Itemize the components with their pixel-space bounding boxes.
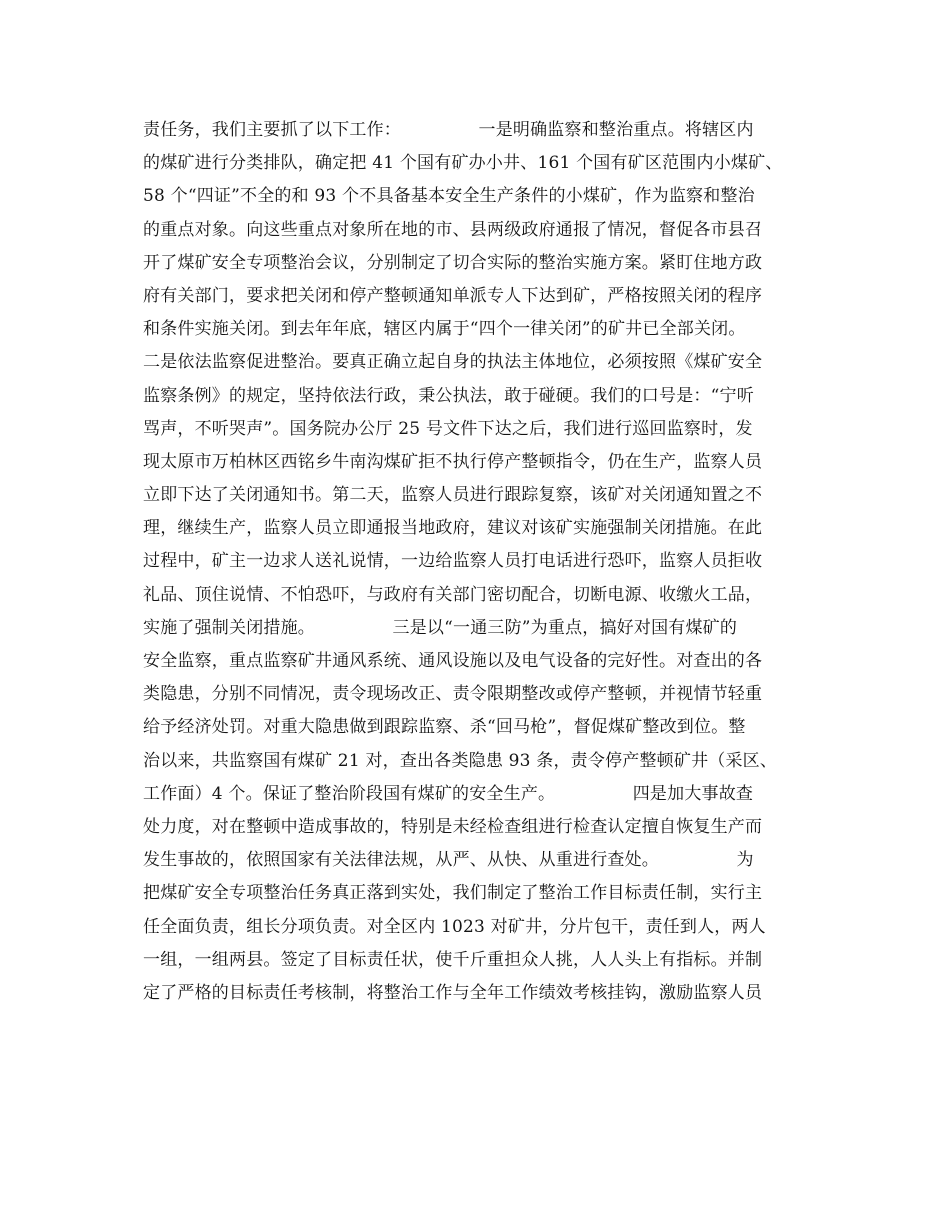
text-line: 工作面）4 个。保证了整治阶段国有煤矿的安全生产。 四是加大事故查 bbox=[143, 783, 754, 804]
text-line: 处力度，对在整顿中造成事故的，特别是未经检查组进行检查认定擅自恢复生产而 bbox=[143, 816, 763, 837]
text-line: 给予经济处罚。对重大隐患做到跟踪监察、杀“回马枪”，督促煤矿整改到位。整 bbox=[143, 717, 746, 738]
text-line: 监察条例》的规定，坚持依法行政，秉公执法，敢于碰硬。我们的口号是：“宁听 bbox=[143, 385, 754, 406]
body-text bbox=[143, 114, 823, 1010]
text-line: 骂声，不听哭声”。国务院办公厅 25 号文件下达之后，我们进行巡回监察时，发 bbox=[143, 418, 753, 439]
text-line: 类隐患，分别不同情况，责令现场改正、责令限期整改或停产整顿，并视情节轻重 bbox=[143, 684, 763, 705]
text-line: 的煤矿进行分类排队，确定把 41 个国有矿办小井、161 个国有矿区范围内小煤矿、 bbox=[143, 153, 783, 174]
text-line: 礼品、顶住说情、不怕恐吓，与政府有关部门密切配合，切断电源、收缴火工品， bbox=[143, 584, 763, 605]
text-line: 的重点对象。向这些重点对象所在地的市、县两级政府通报了情况，督促各市县召 bbox=[143, 219, 763, 240]
text-line: 和条件实施关闭。到去年年底，辖区内属于“四个一律关闭”的矿井已全部关闭。 bbox=[143, 319, 746, 340]
text-line: 58 个“四证”不全的和 93 个不具备基本安全生产条件的小煤矿，作为监察和整治 bbox=[143, 186, 755, 207]
text-line: 定了严格的目标责任考核制，将整治工作与全年工作绩效考核挂钩，激励监察人员 bbox=[143, 982, 763, 1003]
text-line: 一组，一组两县。签定了目标责任状，使千斤重担众人挑，人人头上有指标。并制 bbox=[143, 949, 763, 970]
text-line: 府有关部门，要求把关闭和停产整顿通知单派专人下达到矿，严格按照关闭的程序 bbox=[143, 285, 763, 306]
text-line: 任全面负责，组长分项负责。对全区内 1023 对矿井，分片包干，责任到人，两人 bbox=[143, 916, 766, 937]
text-line: 开了煤矿安全专项整治会议，分别制定了切合实际的整治实施方案。紧盯住地方政 bbox=[143, 252, 763, 273]
text-line: 现太原市万柏林区西铭乡牛南沟煤矿拒不执行停产整顿指令，仍在生产，监察人员 bbox=[143, 451, 763, 472]
text-line: 立即下达了关闭通知书。第二天，监察人员进行跟踪复察，该矿对关闭通知置之不 bbox=[143, 485, 763, 506]
text-line: 二是依法监察促进整治。要真正确立起自身的执法主体地位，必须按照《煤矿安全 bbox=[143, 352, 763, 373]
text-line: 过程中，矿主一边求人送礼说情，一边给监察人员打电话进行恐吓，监察人员拒收 bbox=[143, 551, 763, 572]
text-line: 理，继续生产，监察人员立即通报当地政府，建议对该矿实施强制关闭措施。在此 bbox=[143, 518, 763, 539]
text-line: 把煤矿安全专项整治任务真正落到实处，我们制定了整治工作目标责任制，实行主 bbox=[143, 883, 763, 904]
text-line: 责任务，我们主要抓了以下工作： 一是明确监察和整治重点。将辖区内 bbox=[143, 120, 754, 140]
text-line: 安全监察，重点监察矿井通风系统、通风设施以及电气设备的完好性。对查出的各 bbox=[143, 651, 763, 671]
text-line: 治以来，共监察国有煤矿 21 对，查出各类隐患 93 条，责令停产整顿矿井（采区、 bbox=[143, 750, 778, 771]
text-line: 实施了强制关闭措施。 三是以“一通三防”为重点，搞好对国有煤矿的 bbox=[143, 617, 738, 638]
text-line: 发生事故的，依照国家有关法律法规，从严、从快、从重进行查处。 为 bbox=[143, 850, 754, 871]
